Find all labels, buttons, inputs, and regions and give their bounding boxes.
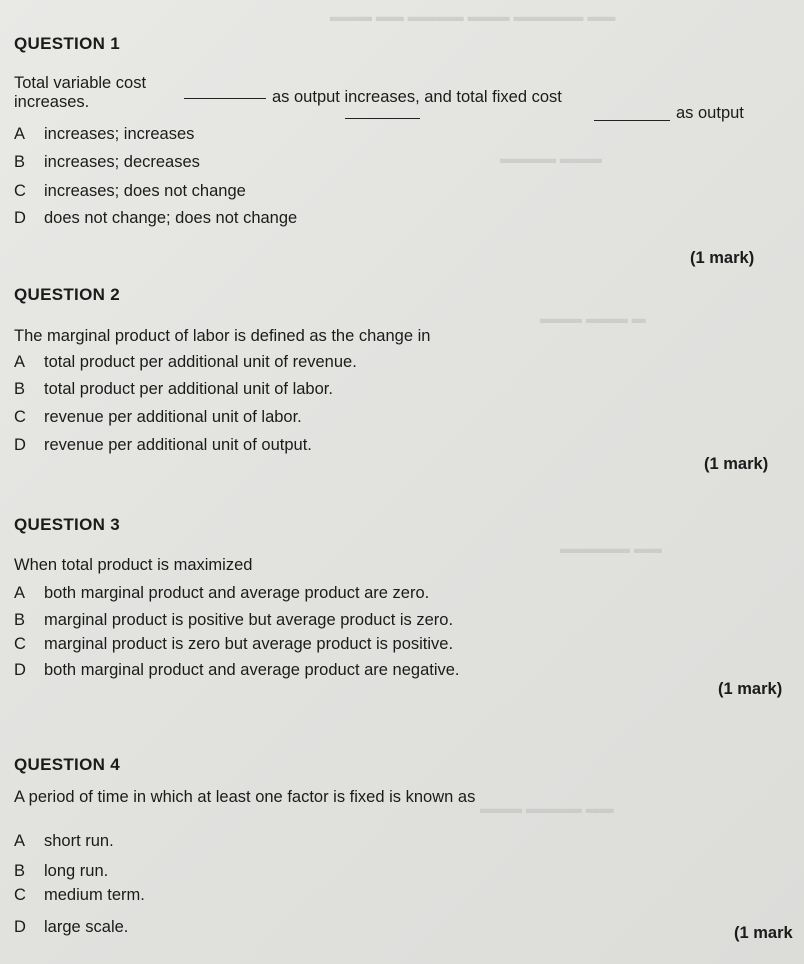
option-letter: C bbox=[14, 635, 26, 653]
question-3-title: QUESTION 3 bbox=[14, 515, 120, 534]
question-1-mark: (1 mark) bbox=[690, 249, 755, 267]
question-4-option-d bbox=[14, 918, 128, 937]
option-letter: D bbox=[14, 209, 26, 227]
bleed-through: ▬▬▬ ▬▬▬ ▬ bbox=[540, 310, 646, 326]
option-letter: A bbox=[14, 832, 26, 850]
option-text: large scale. bbox=[44, 918, 129, 936]
question-4-title: QUESTION 4 bbox=[14, 755, 120, 774]
question-4-option-c bbox=[14, 886, 145, 905]
bleed-through: ▬▬▬▬▬ ▬▬ bbox=[560, 540, 662, 556]
question-3-stem: When total product is maximized bbox=[14, 556, 253, 574]
question-1-stem-part-2: as output increases, and total fixed cost bbox=[272, 88, 562, 106]
question-1-option-b bbox=[14, 153, 200, 172]
question-3-option-c bbox=[14, 635, 453, 654]
option-letter: A bbox=[14, 353, 26, 371]
option-letter: B bbox=[14, 153, 26, 171]
bleed-through: ▬▬▬ ▬▬ ▬▬▬▬ ▬▬▬ ▬▬▬▬▬ ▬▬ bbox=[330, 8, 616, 24]
option-letter: A bbox=[14, 125, 26, 143]
option-letter: C bbox=[14, 408, 26, 426]
option-text: increases; increases bbox=[44, 125, 195, 143]
question-2-title: QUESTION 2 bbox=[14, 285, 120, 304]
question-1-stem-line-2 bbox=[272, 88, 562, 107]
option-text: does not change; does not change bbox=[44, 209, 298, 227]
question-3-mark: (1 mark) bbox=[718, 680, 783, 698]
option-text: total product per additional unit of labor. bbox=[44, 380, 333, 398]
question-1-blank-2 bbox=[594, 120, 670, 121]
question-2-option-a bbox=[14, 353, 357, 372]
bleed-through: ▬▬▬ ▬▬▬▬ ▬▬ bbox=[480, 800, 614, 816]
question-4-option-b bbox=[14, 862, 108, 881]
question-4-stem: A period of time in which at least one factor is fixed is known as bbox=[14, 788, 476, 806]
option-text: increases; decreases bbox=[44, 153, 200, 171]
question-3-option-d bbox=[14, 661, 460, 680]
question-1-stem-part-3: as output bbox=[676, 104, 744, 122]
option-letter: A bbox=[14, 584, 26, 602]
option-text: marginal product is zero but average product is positive. bbox=[44, 635, 454, 653]
bleed-through: ▬▬▬▬ ▬▬▬ bbox=[500, 150, 602, 166]
option-text: both marginal product and average product are negative. bbox=[44, 661, 460, 679]
question-1-option-d bbox=[14, 209, 297, 228]
option-text: revenue per additional unit of labor. bbox=[44, 408, 302, 426]
question-1-blank-1 bbox=[184, 98, 266, 99]
question-2-option-d bbox=[14, 436, 312, 455]
option-text: short run. bbox=[44, 832, 114, 850]
option-text: both marginal product and average product are zero. bbox=[44, 584, 430, 602]
option-text: revenue per additional unit of output. bbox=[44, 436, 312, 454]
option-letter: C bbox=[14, 886, 26, 904]
option-letter: D bbox=[14, 918, 26, 936]
option-text: medium term. bbox=[44, 886, 145, 904]
question-1-option-c bbox=[14, 182, 246, 201]
question-2-mark: (1 mark) bbox=[704, 455, 769, 473]
question-1-option-a bbox=[14, 125, 194, 144]
question-1-stem-line-1 bbox=[14, 74, 146, 93]
option-text: increases; does not change bbox=[44, 182, 246, 200]
option-letter: D bbox=[14, 436, 26, 454]
question-4-option-a bbox=[14, 832, 114, 851]
question-2-stem: The marginal product of labor is defined as the change in bbox=[14, 327, 431, 345]
option-letter: B bbox=[14, 862, 26, 880]
option-letter: D bbox=[14, 661, 26, 679]
question-1-stem-part-4: increases. bbox=[14, 93, 90, 111]
question-1-stem-part-1: Total variable cost bbox=[14, 74, 147, 92]
question-3-option-a bbox=[14, 584, 429, 603]
question-1-title: QUESTION 1 bbox=[14, 34, 120, 53]
question-3-option-b bbox=[14, 611, 453, 630]
option-letter: B bbox=[14, 611, 26, 629]
question-1-stem-line-1b bbox=[14, 93, 89, 112]
option-text: long run. bbox=[44, 862, 109, 880]
question-2-option-c bbox=[14, 408, 302, 427]
question-1-annotation-underline bbox=[345, 118, 420, 119]
question-4-mark: (1 mark bbox=[734, 924, 793, 942]
option-letter: B bbox=[14, 380, 26, 398]
question-1-stem-line-3 bbox=[676, 104, 744, 123]
question-2-option-b bbox=[14, 380, 333, 399]
option-text: marginal product is positive but average product is zero. bbox=[44, 611, 454, 629]
option-letter: C bbox=[14, 182, 26, 200]
option-text: total product per additional unit of revenue. bbox=[44, 353, 357, 371]
